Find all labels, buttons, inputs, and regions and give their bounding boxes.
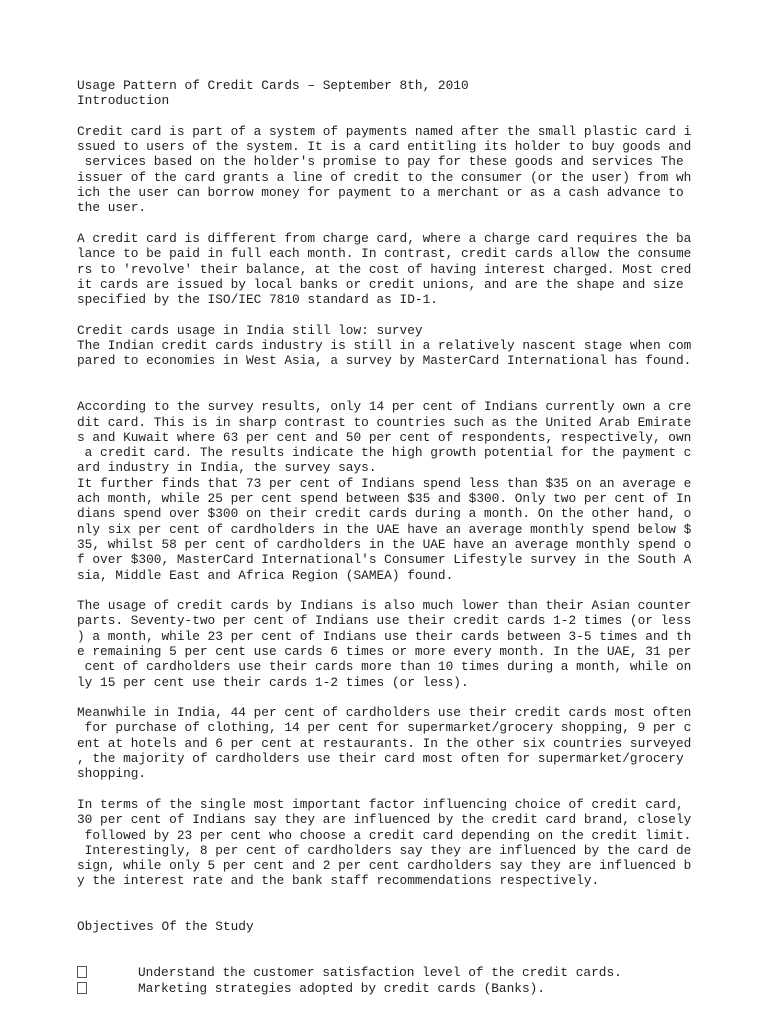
paragraph-usage-frequency	[77, 598, 697, 690]
spacer	[77, 690, 697, 705]
objective-text: Understand the customer satisfaction level of the credit cards.	[138, 965, 622, 981]
spacer	[77, 583, 697, 598]
section-heading-objectives: Objectives Of the Study	[77, 919, 254, 935]
paragraph-charge-card	[77, 231, 697, 307]
text-line: nly six per cent of cardholders in the UAE have an average monthly spend below $	[77, 521, 692, 537]
paragraph-definition	[77, 124, 697, 216]
text-line: specified by the ISO/IEC 7810 standard as ID-1.	[77, 292, 438, 308]
spacer	[77, 216, 697, 231]
objectives-list	[77, 965, 697, 996]
text-line: dians spend over $300 on their credit cards during a month. On the other hand, o	[77, 506, 692, 522]
text-line: ich the user can borrow money for payment to a merchant or as a cash advance to	[77, 185, 684, 201]
text-line: rs to 'revolve' their balance, at the cost of having interest charged. Most cred	[77, 261, 692, 277]
paragraph-choice-factors	[77, 797, 697, 889]
text-line: shopping.	[77, 766, 147, 782]
text-line: Credit card is part of a system of payments named after the small plastic card i	[77, 123, 692, 139]
text-line: parts. Seventy-two per cent of Indians use their credit cards 1-2 times (or less	[77, 613, 692, 629]
text-line: Meanwhile in India, 44 per cent of cardholders use their credit cards most often	[77, 705, 692, 721]
text-line: pared to economies in West Asia, a survey by MasterCard International has found.	[77, 353, 692, 369]
spacer	[77, 904, 697, 919]
text-line: 30 per cent of Indians say they are influenced by the credit card brand, closely	[77, 812, 692, 828]
text-line: A credit card is different from charge card, where a charge card requires the ba	[77, 230, 692, 246]
text-line: 35, whilst 58 per cent of cardholders in the UAE have an average monthly spend o	[77, 536, 692, 552]
text-line: It further finds that 73 per cent of Indians spend less than $35 on an average e	[77, 475, 692, 491]
text-line: s and Kuwait where 63 per cent and 50 per cent of respondents, respectively, own	[77, 429, 692, 445]
text-line: The Indian credit cards industry is still in a relatively nascent stage when com	[77, 338, 692, 354]
text-line: , the majority of cardholders use their card most often for supermarket/grocery	[77, 751, 684, 767]
section-heading-introduction: Introduction	[77, 93, 170, 109]
text-line: In terms of the single most important factor influencing choice of credit card,	[77, 796, 684, 812]
text-line: the user.	[77, 200, 147, 216]
spacer	[77, 307, 697, 322]
spacer	[77, 782, 697, 797]
spacer	[77, 950, 697, 965]
text-line: e remaining 5 per cent use cards 6 times or more every month. In the UAE, 31 per	[77, 643, 692, 659]
text-line: y the interest rate and the bank staff recommendations respectively.	[77, 873, 600, 889]
text-line: it cards are issued by local banks or credit unions, and are the shape and size	[77, 276, 684, 292]
text-line: issuer of the card grants a line of credit to the consumer (or the user) from wh	[77, 169, 692, 185]
text-line: According to the survey results, only 14 per cent of Indians currently own a cre	[77, 399, 692, 415]
text-line: ach month, while 25 per cent spend between $35 and $300. Only two per cent of In	[77, 491, 692, 507]
text-line: dit card. This is in sharp contrast to countries such as the United Arab Emirate	[77, 414, 692, 430]
spacer	[77, 109, 697, 124]
spacer	[77, 384, 697, 399]
spacer	[77, 935, 697, 950]
text-line: The usage of credit cards by Indians is also much lower than their Asian counter	[77, 598, 692, 614]
bullet-box-icon	[77, 966, 87, 978]
text-line: followed by 23 per cent who choose a credit card depending on the credit limit.	[77, 827, 692, 843]
spacer	[77, 369, 697, 384]
document-body	[77, 78, 697, 996]
text-line: ent at hotels and 6 per cent at restaurants. In the other six countries surveyed	[77, 735, 692, 751]
text-line: ard industry in India, the survey says.	[77, 460, 377, 476]
text-line: sia, Middle East and Africa Region (SAMEA) found.	[77, 567, 454, 583]
paragraph-spending-categories	[77, 705, 697, 781]
text-line: services based on the holder's promise to pay for these goods and services The	[77, 154, 684, 170]
text-line: a credit card. The results indicate the high growth potential for the payment c	[77, 445, 692, 461]
paragraph-survey-results	[77, 399, 697, 583]
text-line: cent of cardholders use their cards more than 10 times during a month, while on	[77, 659, 692, 675]
section-heading-survey: Credit cards usage in India still low: survey	[77, 322, 423, 338]
text-line: sign, while only 5 per cent and 2 per cent cardholders say they are influenced b	[77, 858, 692, 874]
text-line: ly 15 per cent use their cards 1-2 times (or less).	[77, 674, 469, 690]
text-line: lance to be paid in full each month. In contrast, credit cards allow the consume	[77, 246, 692, 262]
bullet-box-icon	[77, 982, 87, 994]
list-item	[77, 981, 697, 996]
text-line: for purchase of clothing, 14 per cent for supermarket/grocery shopping, 9 per c	[77, 720, 692, 736]
list-item	[77, 965, 697, 980]
paragraph-survey-intro	[77, 323, 697, 369]
text-line: ssued to users of the system. It is a card entitling its holder to buy goods and	[77, 139, 692, 155]
document-title: Usage Pattern of Credit Cards – September 8th, 2010	[77, 78, 469, 93]
text-line: Interestingly, 8 per cent of cardholders say they are influenced by the card de	[77, 842, 692, 858]
text-line: f over $300, MasterCard International's Consumer Lifestyle survey in the South A	[77, 552, 692, 568]
text-line: ) a month, while 23 per cent of Indians use their cards between 3-5 times and th	[77, 628, 692, 644]
spacer	[77, 889, 697, 904]
objective-text: Marketing strategies adopted by credit cards (Banks).	[138, 980, 546, 996]
